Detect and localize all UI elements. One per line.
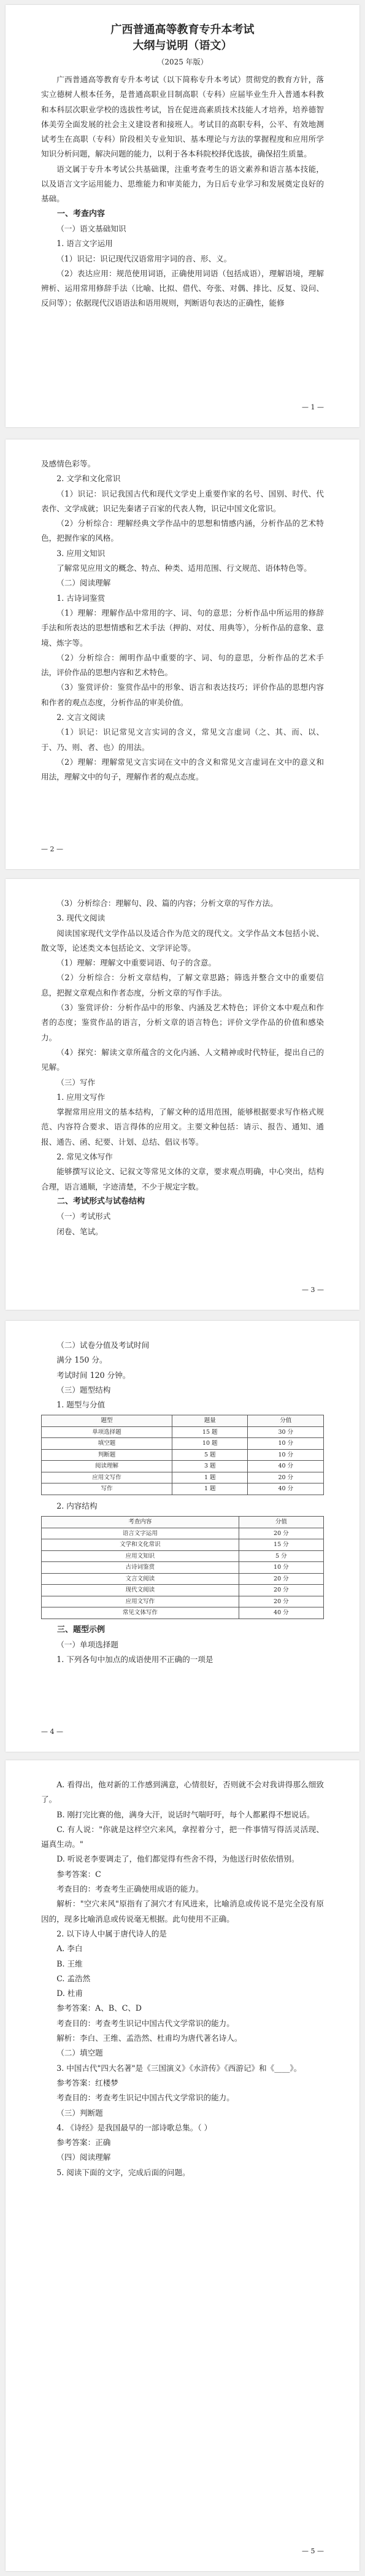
paragraph: 满分 150 分。 (56, 1355, 107, 1365)
table-row (42, 1461, 324, 1472)
section-heading: 一、考查内容 (57, 209, 106, 219)
paragraph: （2）分析综合：分析文章结构，了解文章思路；筛选并整合文中的重要信息，把握文章观点和作者态度，分析文章的写作手法。 (41, 973, 324, 997)
document-page-2 (6, 439, 359, 869)
table-row (42, 1585, 324, 1596)
table-row (42, 1483, 324, 1495)
question: 5. 阅读下面的文字，完成后面的问题。 (56, 2167, 190, 2177)
section-heading: 三、题型示例 (57, 1625, 106, 1634)
table-cell: 20 分 (239, 1596, 323, 1607)
table-header: 分值 (248, 1415, 324, 1427)
paragraph: 了解常见应用文的概念、特点、种类、适用范围、行文规范、语体特色等。 (56, 563, 312, 573)
table-cell: 常见文体写作 (42, 1607, 239, 1619)
item-heading: 1. 古诗词鉴赏 (56, 593, 106, 603)
table-cell: 1 题 (172, 1472, 248, 1483)
table-cell: 文学和文化常识 (42, 1539, 239, 1551)
paragraph: 语文属于专升本考试公共基础课，注重考查考生的语文素养和语言基本技能，以及语言文字运用能力、思维能力和审美能力，为日后专业学习和发展奠定良好的基础。 (41, 164, 324, 204)
table-cell: 40 分 (248, 1483, 324, 1495)
table-cell: 阅读理解 (42, 1461, 172, 1472)
reference-answer: 参考答案：红楼梦 (56, 2078, 118, 2087)
paragraph: （1）识记：识记现代汉语常用字词的音、形、义。 (56, 253, 232, 263)
table-cell: 40 分 (239, 1607, 323, 1619)
table-cell: 3 题 (172, 1461, 248, 1472)
paragraph: （2）理解：理解常见文言实词在文中的含义和常见文言虚词在文中的意义和用法，理解文中的句子，理解作者的观点态度。 (41, 757, 324, 782)
subsection-heading: （三）判断题 (56, 2108, 103, 2118)
table-row (42, 1539, 324, 1551)
paragraph: 掌握常用应用文的基本结构，了解文种的适用范围，能够根据要求写作格式规范、内容符合要求、语言得体的应用文。主要文种包括：请示、报告、通知、通报、通告、函、纪要、计划、总结、倡议书等。 (41, 1107, 324, 1147)
page-number: — 2 — (41, 845, 63, 853)
paragraph: （4）探究：解读文章所蕴含的文化内涵、人文精神或时代特征，提出自己的见解。 (41, 1047, 324, 1072)
table-cell: 20 分 (239, 1528, 323, 1539)
table-header: 分值 (239, 1517, 323, 1528)
paragraph: （3）分析综合：理解句、段、篇的内容；分析文章的写作方法。 (56, 899, 278, 908)
answer-option: D. 听说老李要调走了，他们都觉得有些舍不得，为他送行时依依惜别。 (56, 1854, 299, 1864)
table-cell: 文言文阅读 (42, 1573, 239, 1585)
item-heading: 2. 常见文体写作 (56, 1152, 113, 1162)
table-cell: 10 题 (172, 1438, 248, 1450)
question: 3. 中国古代"四大名著"是《三国演义》《水浒传》《西游记》和《____》。 (56, 2063, 302, 2073)
table-cell: 判断题 (42, 1449, 172, 1461)
table-cell: 15 分 (239, 1539, 323, 1551)
page-number: — 1 — (302, 403, 324, 411)
table-cell: 现代文阅读 (42, 1585, 239, 1596)
item-heading: 1. 语言文字运用 (56, 239, 113, 249)
table-row (42, 1449, 324, 1461)
explanation: 解析：李白、王维、孟浩然、杜甫均为唐代著名诗人。 (56, 2033, 242, 2043)
answer-option: C. 有人说："你就是这样空穴来风，拿捏着分寸，把一件事情写得活灵活现、逼真生动。" (41, 1824, 324, 1849)
table-cell: 15 题 (172, 1426, 248, 1438)
table-cell: 20 分 (248, 1472, 324, 1483)
table-row (42, 1438, 324, 1450)
paragraph: （2）分析综合：理解经典文学作品中的思想和情感内涵，分析作品的艺术特色，把握作家的风格。 (41, 519, 324, 543)
document-title-2: 大纲与说明（语文） (133, 39, 232, 52)
paragraph: 广西普通高等教育专升本考试（以下简称专升本考试）贯彻党的教育方针，落实立德树人根本任务，是普通高职业目制高职（专科）应届毕业生升入普通本科教和本科层次职业学校的选拔性考试，旨在促进高素质技术技能人才培养，培养德智体美劳全面发展的社会主义建设者和接班人。考试目的高职专科，公平、有效地测试考生在高职（专科）阶段相关专业知识、基本理论与方法的掌握程度和应用所学知识分析问题，解决问题的能力，以利于各本科院校择优选拔，确保招生质量。 (41, 75, 324, 159)
reference-answer: 参考答案：A、B、C、D (56, 2003, 142, 2013)
exam-purpose: 考查目的：考查考生识记中国古代文学常识的能力。 (56, 2018, 234, 2028)
subsection-heading: （三）题型结构 (56, 1385, 111, 1394)
table-cell: 1 题 (172, 1483, 248, 1495)
table-cell: 填空题 (42, 1438, 172, 1450)
answer-option: A. 看得出，他对新的工作感到满意，心情很好，否则就不会对我讲得那么细致了。 (41, 1780, 324, 1804)
table-cell: 10 分 (239, 1562, 323, 1574)
table-cell: 30 分 (248, 1426, 324, 1438)
item-heading: 1. 应用文写作 (56, 1092, 106, 1102)
table-cell: 40 分 (248, 1461, 324, 1472)
question-type-table (41, 1415, 324, 1495)
document-title: 广西普通高等教育专升本考试 (110, 23, 255, 36)
table-row (42, 1573, 324, 1585)
table-cell: 应用文写作 (42, 1472, 172, 1483)
item-heading: 3. 应用文知识 (56, 548, 106, 558)
table-cell: 10 分 (248, 1449, 324, 1461)
subsection-heading: （一）单项选择题 (56, 1640, 118, 1650)
table-row (42, 1550, 324, 1562)
answer-option: D. 杜甫 (56, 1989, 83, 1998)
document-page-5 (6, 1760, 359, 2571)
table-cell: 单项选择题 (42, 1426, 172, 1438)
table-cell: 古诗词鉴赏 (42, 1562, 239, 1574)
subsection-heading: （一）考试形式 (56, 1212, 111, 1221)
page-number: — 3 — (302, 1285, 324, 1294)
answer-option: B. 王维 (56, 1959, 83, 1968)
table-caption: 1. 题型与分值 (56, 1400, 106, 1410)
page-number: — 4 — (41, 1727, 63, 1736)
table-cell: 10 分 (248, 1438, 324, 1450)
paragraph: （3）鉴赏评价：鉴赏作品中的形象、语言和表达技巧；评价作品的思想内容和作者的观点态度，分析作品的审美价值。 (41, 683, 324, 707)
paragraph: （2）表达应用：规范使用词语，正确使用词语（包括成语），理解语境，理解辨析、运用常用修辞手法（比喻、比拟、借代、夸张、对偶、排比、反复、设问、反问等）；依据现代汉语语法和语用规则，判断语句表达的正确性，能修 (41, 268, 324, 308)
table-cell: 应用文写作 (42, 1596, 239, 1607)
paragraph: 闭卷、笔试。 (56, 1226, 103, 1236)
table-header: 题量 (172, 1415, 248, 1427)
page-number: — 5 — (302, 2547, 324, 2555)
item-heading: 2. 文学和文化常识 (56, 474, 121, 484)
explanation: 解析："空穴来风"原指有了洞穴才有风进来，比喻消息或传说不是完全没有原因的，现多比喻消息或传说毫无根据。此句使用不正确。 (41, 1899, 324, 1924)
item-heading: 2. 文言文阅读 (56, 713, 106, 722)
table-row (42, 1528, 324, 1539)
content-structure-table (41, 1516, 324, 1619)
exam-purpose: 考查目的：考查考生识记中国古代文学常识的能力。 (56, 2093, 234, 2103)
answer-option: A. 李白 (56, 1944, 83, 1954)
paragraph: 能够撰写议论文、记叙文等常见文体的文章，要求观点明确，中心突出，结构合理，语言通顺，字迹清楚，不少于规定字数。 (41, 1167, 324, 1191)
paragraph: 阅读国家现代文学作品以及适合作为范文的现代文。文学作品文本包括小说、散文等，论述类文本包括论文、文学评论等。 (41, 928, 324, 953)
question: 1. 下列各句中加点的成语使用不正确的一项是 (56, 1655, 213, 1665)
subsection-heading: （四）阅读理解 (56, 2152, 111, 2162)
table-cell: 语言文字运用 (42, 1528, 239, 1539)
table-cell: 5 题 (172, 1449, 248, 1461)
table-row (42, 1426, 324, 1438)
table-cell: 应用文知识 (42, 1550, 239, 1562)
subsection-heading: （二）阅读理解 (56, 578, 111, 588)
paragraph: （1）理解：理解文中重要词语、句子的含意。 (56, 958, 217, 968)
paragraph: （1）识记：识记我国古代和现代文学史上重要作家的名号、国别、时代、代表作、文学成就；识记先秦诸子百家的代表人物，识记中国文化常识。 (41, 489, 324, 513)
table-row (42, 1596, 324, 1607)
subsection-heading: （三）写作 (56, 1077, 96, 1087)
document-year: （2025 年版） (157, 58, 208, 66)
answer-option: B. 刚打完比赛的他，满身大汗，说话时气喘吁吁，每个人都累得不想说话。 (56, 1809, 315, 1819)
subsection-heading: （二）填空题 (56, 2048, 103, 2058)
document-page-1 (6, 5, 359, 427)
paragraph: （1）识记：识记常见文言实词的含义，常见文言虚词（之、其、而、以、于、乃、则、者、也）的用法。 (41, 727, 324, 752)
paragraph: （1）理解：理解作品中常用的字、词、句的意思；分析作品中所运用的修辞手法和所表达的思想情感和艺术手法（押韵、对仗、用典等），分析作品的意象、意境、炼字等。 (41, 608, 324, 648)
answer-option: C. 孟浩然 (56, 1973, 91, 1983)
item-heading: 3. 现代文阅读 (56, 913, 106, 923)
question: 4. 《诗经》是我国最早的一部诗歌总集。（ ） (56, 2122, 212, 2132)
question: 2. 以下诗人中属于唐代诗人的是 (56, 1928, 167, 1938)
subsection-heading: （一）语文基础知识 (56, 223, 126, 233)
table-header: 考查内容 (42, 1517, 239, 1528)
table-row (42, 1562, 324, 1574)
reference-answer: 参考答案：正确 (56, 2138, 111, 2148)
document-page-4 (6, 1321, 359, 1752)
table-header: 题型 (42, 1415, 172, 1427)
table-row (42, 1607, 324, 1619)
table-caption: 2. 内容结构 (56, 1501, 98, 1510)
paragraph: 及感情色彩等。 (41, 459, 96, 468)
table-row (42, 1472, 324, 1483)
paragraph: （2）分析综合：阐明作品中重要的字、词、句的意思，分析作品的艺术手法，评价作品的思想内容和艺术特色。 (41, 652, 324, 678)
table-cell: 写作 (42, 1483, 172, 1495)
table-cell: 20 分 (239, 1573, 323, 1585)
table-cell: 20 分 (239, 1585, 323, 1596)
paragraph: 考试时间 120 分钟。 (56, 1370, 131, 1380)
exam-purpose: 考查目的：考查考生正确使用成语的能力。 (56, 1884, 204, 1894)
table-cell: 5 分 (239, 1550, 323, 1562)
document-page-3 (6, 879, 359, 1310)
section-heading: 二、考试形式与试卷结构 (57, 1196, 145, 1206)
paragraph: （3）鉴赏评价：分析作品中的形象、内涵及艺术特色；评价文本中观点和作者的态度；鉴赏作品的语言，分析文章的语言特色；评价文学作品的价值和感染力。 (41, 1003, 324, 1042)
subsection-heading: （二）试卷分值及考试时间 (56, 1340, 150, 1350)
reference-answer: 参考答案：C (56, 1869, 101, 1879)
